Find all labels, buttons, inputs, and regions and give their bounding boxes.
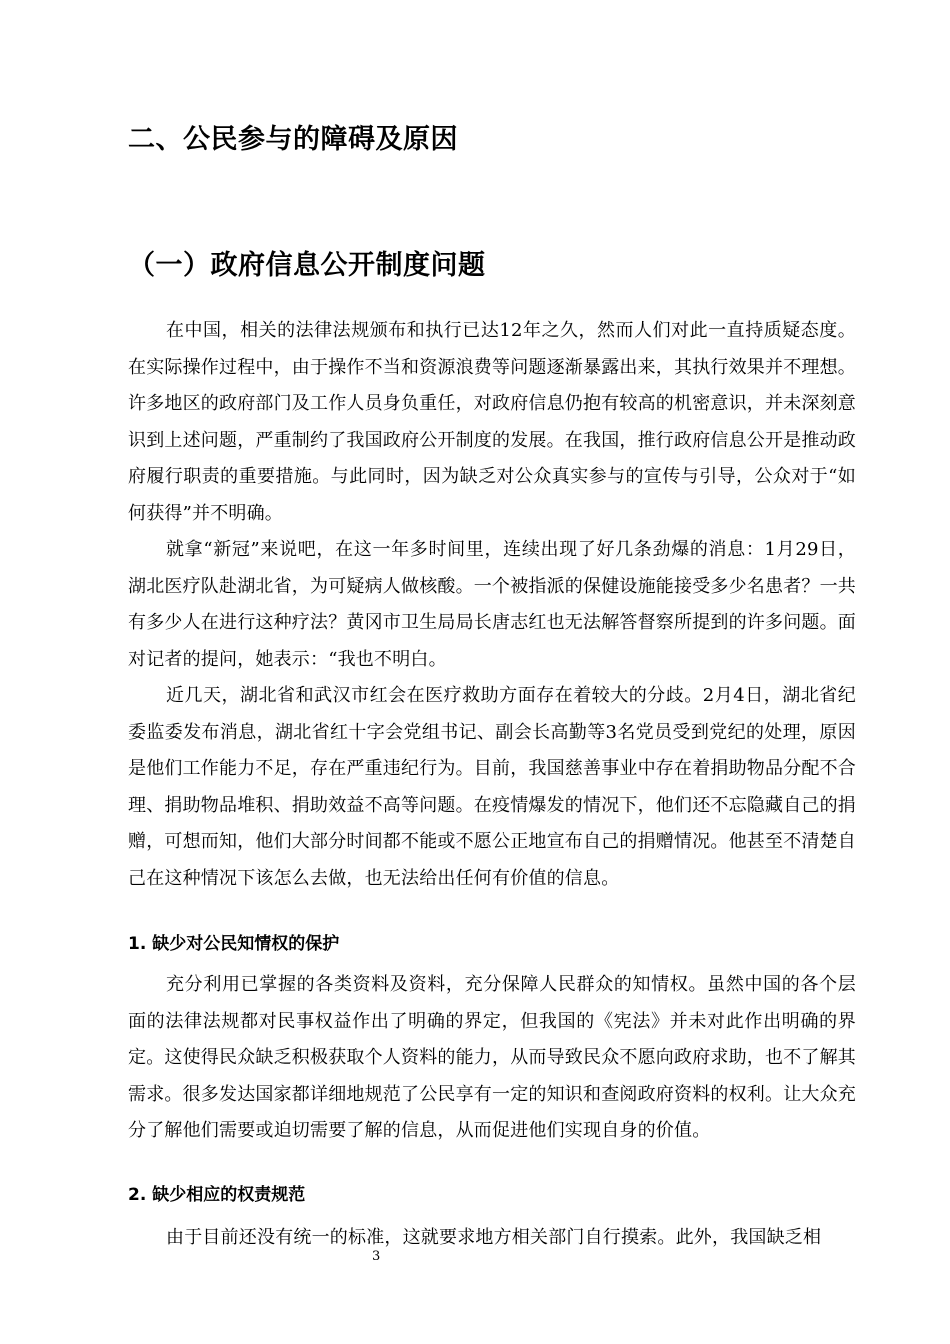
paragraph-responsibility: 由于目前还没有统一的标准，这就要求地方相关部门自行摸索。此外，我国缺乏相 [166,1227,822,1248]
chapter-title: 二、公民参与的障碍及原因 [128,124,458,155]
subsection-title-right-to-know: 1. 缺少对公民知情权的保护 [128,934,340,954]
paragraph-information-disclosure: 在中国，相关的法律法规颁布和执行已达12年之久，然而人们对此一直持质疑态度。在实际操作过程中，由于操作不当和资源浪费等问题逐渐暴露出来，其执行效果并不理想。许多地区的政府部门及工作人员身负重任，对政府信息仍抱有较高的机密意识，并未深刻意识到上述问题，严重制约了我国政府公开制度的发展。在我国，推行政府信息公开是推动政府履行职责的重要措施。与此同时，因为缺乏对公众真实参与的宣传与引导，公众对于“如何获得”并不明确。 [128,320,856,524]
page-number: 3 [372,1249,381,1264]
paragraph-right-to-know: 充分利用已掌握的各类资料及资料，充分保障人民群众的知情权。虽然中国的各个层面的法律法规都对民事权益作出了明确的界定，但我国的《宪法》并未对此作出明确的界定。这使得民众缺乏积极获取个人资料的能力，从而导致民众不愿向政府求助，也不了解其需求。很多发达国家都详细地规范了公民享有一定的知识和查阅政府资料的权利。让大众充分了解他们需要或迫切需要了解的信息，从而促进他们实现自身的价值。 [128,974,856,1141]
subsection-title-responsibility: 2. 缺少相应的权责规范 [128,1185,306,1205]
section-title: （一）政府信息公开制度问题 [128,250,486,281]
paragraph-covid-example: 就拿“新冠”来说吧，在这一年多时间里，连续出现了好几条劲爆的消息：1月29日，湖北医疗队赴湖北省，为可疑病人做核酸。一个被指派的保健设施能接受多少名患者？一共有多少人在进行这种疗法？黄冈市卫生局局长唐志红也无法解答督察所提到的许多问题。面对记者的提问，她表示：“我也不明白。 [128,539,856,670]
paragraph-red-cross: 近几天，湖北省和武汉市红会在医疗救助方面存在着较大的分歧。2月4日，湖北省纪委监委发布消息，湖北省红十字会党组书记、副会长高勤等3名党员受到党纪的处理，原因是他们工作能力不足，存在严重违纪行为。目前，我国慈善事业中存在着捐助物品分配不合理、捐助物品堆积、捐助效益不高等问题。在疫情爆发的情况下，他们还不忘隐藏自己的捐赠，可想而知，他们大部分时间都不能或不愿公正地宣布自己的捐赠情况。他甚至不清楚自己在这种情况下该怎么去做，也无法给出任何有价值的信息。 [128,685,856,889]
